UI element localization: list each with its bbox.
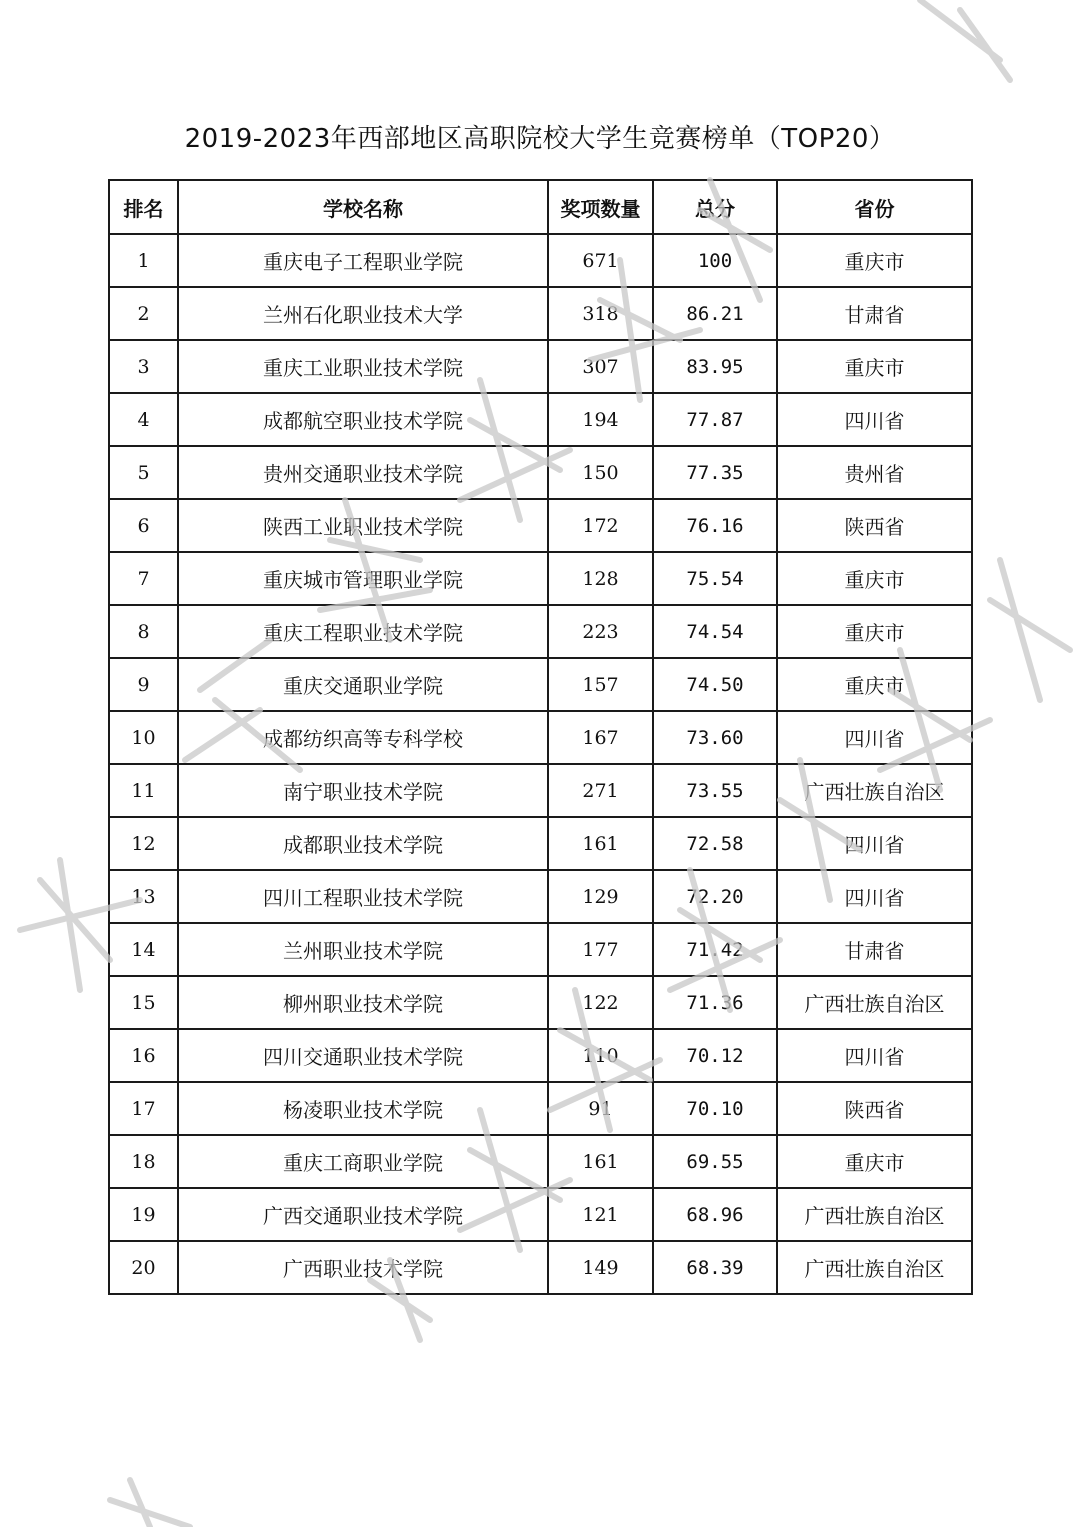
- cell-province: 四川省: [777, 870, 972, 923]
- cell-total-score: 74.50: [653, 658, 777, 711]
- cell-award-count: 161: [548, 817, 653, 870]
- cell-province: 陕西省: [777, 1082, 972, 1135]
- cell-award-count: 157: [548, 658, 653, 711]
- cell-rank: 12: [109, 817, 178, 870]
- cell-award-count: 271: [548, 764, 653, 817]
- cell-school-name: 广西交通职业技术学院: [178, 1188, 548, 1241]
- table-row: [109, 340, 972, 393]
- cell-province: 四川省: [777, 817, 972, 870]
- cell-award-count: 150: [548, 446, 653, 499]
- cell-school-name: 重庆电子工程职业学院: [178, 234, 548, 287]
- cell-award-count: 177: [548, 923, 653, 976]
- cell-rank: 11: [109, 764, 178, 817]
- cell-total-score: 71.42: [653, 923, 777, 976]
- cell-rank: 16: [109, 1029, 178, 1082]
- table-row: [109, 870, 972, 923]
- table-row: [109, 764, 972, 817]
- header-total-score: 总分: [653, 180, 777, 234]
- cell-province: 重庆市: [777, 658, 972, 711]
- cell-total-score: 75.54: [653, 552, 777, 605]
- table-row: [109, 711, 972, 764]
- header-province: 省份: [777, 180, 972, 234]
- cell-school-name: 重庆工业职业技术学院: [178, 340, 548, 393]
- cell-school-name: 成都纺织高等专科学校: [178, 711, 548, 764]
- cell-province: 四川省: [777, 711, 972, 764]
- cell-province: 重庆市: [777, 340, 972, 393]
- cell-rank: 4: [109, 393, 178, 446]
- cell-province: 重庆市: [777, 552, 972, 605]
- table-row: [109, 1029, 972, 1082]
- cell-award-count: 149: [548, 1241, 653, 1294]
- cell-award-count: 194: [548, 393, 653, 446]
- table-row: [109, 287, 972, 340]
- cell-award-count: 167: [548, 711, 653, 764]
- cell-school-name: 重庆交通职业学院: [178, 658, 548, 711]
- cell-rank: 19: [109, 1188, 178, 1241]
- cell-province: 四川省: [777, 393, 972, 446]
- cell-total-score: 74.54: [653, 605, 777, 658]
- cell-province: 广西壮族自治区: [777, 976, 972, 1029]
- cell-rank: 5: [109, 446, 178, 499]
- cell-rank: 15: [109, 976, 178, 1029]
- header-award-count: 奖项数量: [548, 180, 653, 234]
- cell-award-count: 129: [548, 870, 653, 923]
- cell-total-score: 73.60: [653, 711, 777, 764]
- cell-rank: 6: [109, 499, 178, 552]
- cell-province: 四川省: [777, 1029, 972, 1082]
- cell-total-score: 86.21: [653, 287, 777, 340]
- cell-rank: 3: [109, 340, 178, 393]
- cell-award-count: 671: [548, 234, 653, 287]
- cell-school-name: 贵州交通职业技术学院: [178, 446, 548, 499]
- cell-award-count: 110: [548, 1029, 653, 1082]
- cell-rank: 1: [109, 234, 178, 287]
- page-title: 2019-2023年西部地区高职院校大学生竞赛榜单（TOP20）: [184, 124, 896, 154]
- cell-total-score: 76.16: [653, 499, 777, 552]
- cell-rank: 2: [109, 287, 178, 340]
- cell-rank: 18: [109, 1135, 178, 1188]
- cell-province: 陕西省: [777, 499, 972, 552]
- table-row: [109, 605, 972, 658]
- table-row: [109, 923, 972, 976]
- cell-province: 甘肃省: [777, 923, 972, 976]
- cell-total-score: 72.20: [653, 870, 777, 923]
- cell-school-name: 重庆工程职业技术学院: [178, 605, 548, 658]
- cell-total-score: 70.10: [653, 1082, 777, 1135]
- cell-total-score: 69.55: [653, 1135, 777, 1188]
- cell-rank: 10: [109, 711, 178, 764]
- cell-total-score: 72.58: [653, 817, 777, 870]
- table-row: [109, 658, 972, 711]
- cell-school-name: 兰州石化职业技术大学: [178, 287, 548, 340]
- cell-award-count: 122: [548, 976, 653, 1029]
- cell-province: 广西壮族自治区: [777, 1241, 972, 1294]
- table-row: [109, 393, 972, 446]
- header-school-name: 学校名称: [178, 180, 548, 234]
- cell-total-score: 70.12: [653, 1029, 777, 1082]
- table-row: [109, 1135, 972, 1188]
- cell-award-count: 307: [548, 340, 653, 393]
- cell-award-count: 121: [548, 1188, 653, 1241]
- cell-total-score: 83.95: [653, 340, 777, 393]
- cell-total-score: 68.96: [653, 1188, 777, 1241]
- header-rank: 排名: [109, 180, 178, 234]
- cell-province: 重庆市: [777, 605, 972, 658]
- table-row: [109, 552, 972, 605]
- cell-school-name: 重庆城市管理职业学院: [178, 552, 548, 605]
- cell-school-name: 南宁职业技术学院: [178, 764, 548, 817]
- cell-school-name: 杨凌职业技术学院: [178, 1082, 548, 1135]
- cell-school-name: 陕西工业职业技术学院: [178, 499, 548, 552]
- cell-total-score: 77.87: [653, 393, 777, 446]
- cell-school-name: 成都职业技术学院: [178, 817, 548, 870]
- cell-school-name: 兰州职业技术学院: [178, 923, 548, 976]
- cell-province: 重庆市: [777, 1135, 972, 1188]
- cell-school-name: 柳州职业技术学院: [178, 976, 548, 1029]
- cell-rank: 7: [109, 552, 178, 605]
- cell-award-count: 318: [548, 287, 653, 340]
- cell-award-count: 128: [548, 552, 653, 605]
- cell-province: 广西壮族自治区: [777, 764, 972, 817]
- table-row: [109, 499, 972, 552]
- cell-rank: 14: [109, 923, 178, 976]
- cell-award-count: 91: [548, 1082, 653, 1135]
- table-header-row: [109, 180, 972, 234]
- ranking-table: [108, 179, 973, 1295]
- cell-school-name: 成都航空职业技术学院: [178, 393, 548, 446]
- cell-school-name: 四川交通职业技术学院: [178, 1029, 548, 1082]
- cell-award-count: 223: [548, 605, 653, 658]
- table-body: [109, 234, 972, 1294]
- cell-total-score: 73.55: [653, 764, 777, 817]
- table-row: [109, 1241, 972, 1294]
- cell-school-name: 四川工程职业技术学院: [178, 870, 548, 923]
- cell-rank: 9: [109, 658, 178, 711]
- cell-award-count: 172: [548, 499, 653, 552]
- cell-rank: 20: [109, 1241, 178, 1294]
- cell-rank: 13: [109, 870, 178, 923]
- table-row: [109, 976, 972, 1029]
- cell-province: 重庆市: [777, 234, 972, 287]
- table-row: [109, 817, 972, 870]
- cell-total-score: 68.39: [653, 1241, 777, 1294]
- cell-province: 贵州省: [777, 446, 972, 499]
- table-row: [109, 234, 972, 287]
- cell-province: 甘肃省: [777, 287, 972, 340]
- cell-province: 广西壮族自治区: [777, 1188, 972, 1241]
- cell-total-score: 77.35: [653, 446, 777, 499]
- cell-school-name: 广西职业技术学院: [178, 1241, 548, 1294]
- cell-total-score: 100: [653, 234, 777, 287]
- cell-rank: 8: [109, 605, 178, 658]
- table-row: [109, 1082, 972, 1135]
- table-row: [109, 446, 972, 499]
- cell-school-name: 重庆工商职业学院: [178, 1135, 548, 1188]
- cell-rank: 17: [109, 1082, 178, 1135]
- cell-total-score: 71.36: [653, 976, 777, 1029]
- table-row: [109, 1188, 972, 1241]
- cell-award-count: 161: [548, 1135, 653, 1188]
